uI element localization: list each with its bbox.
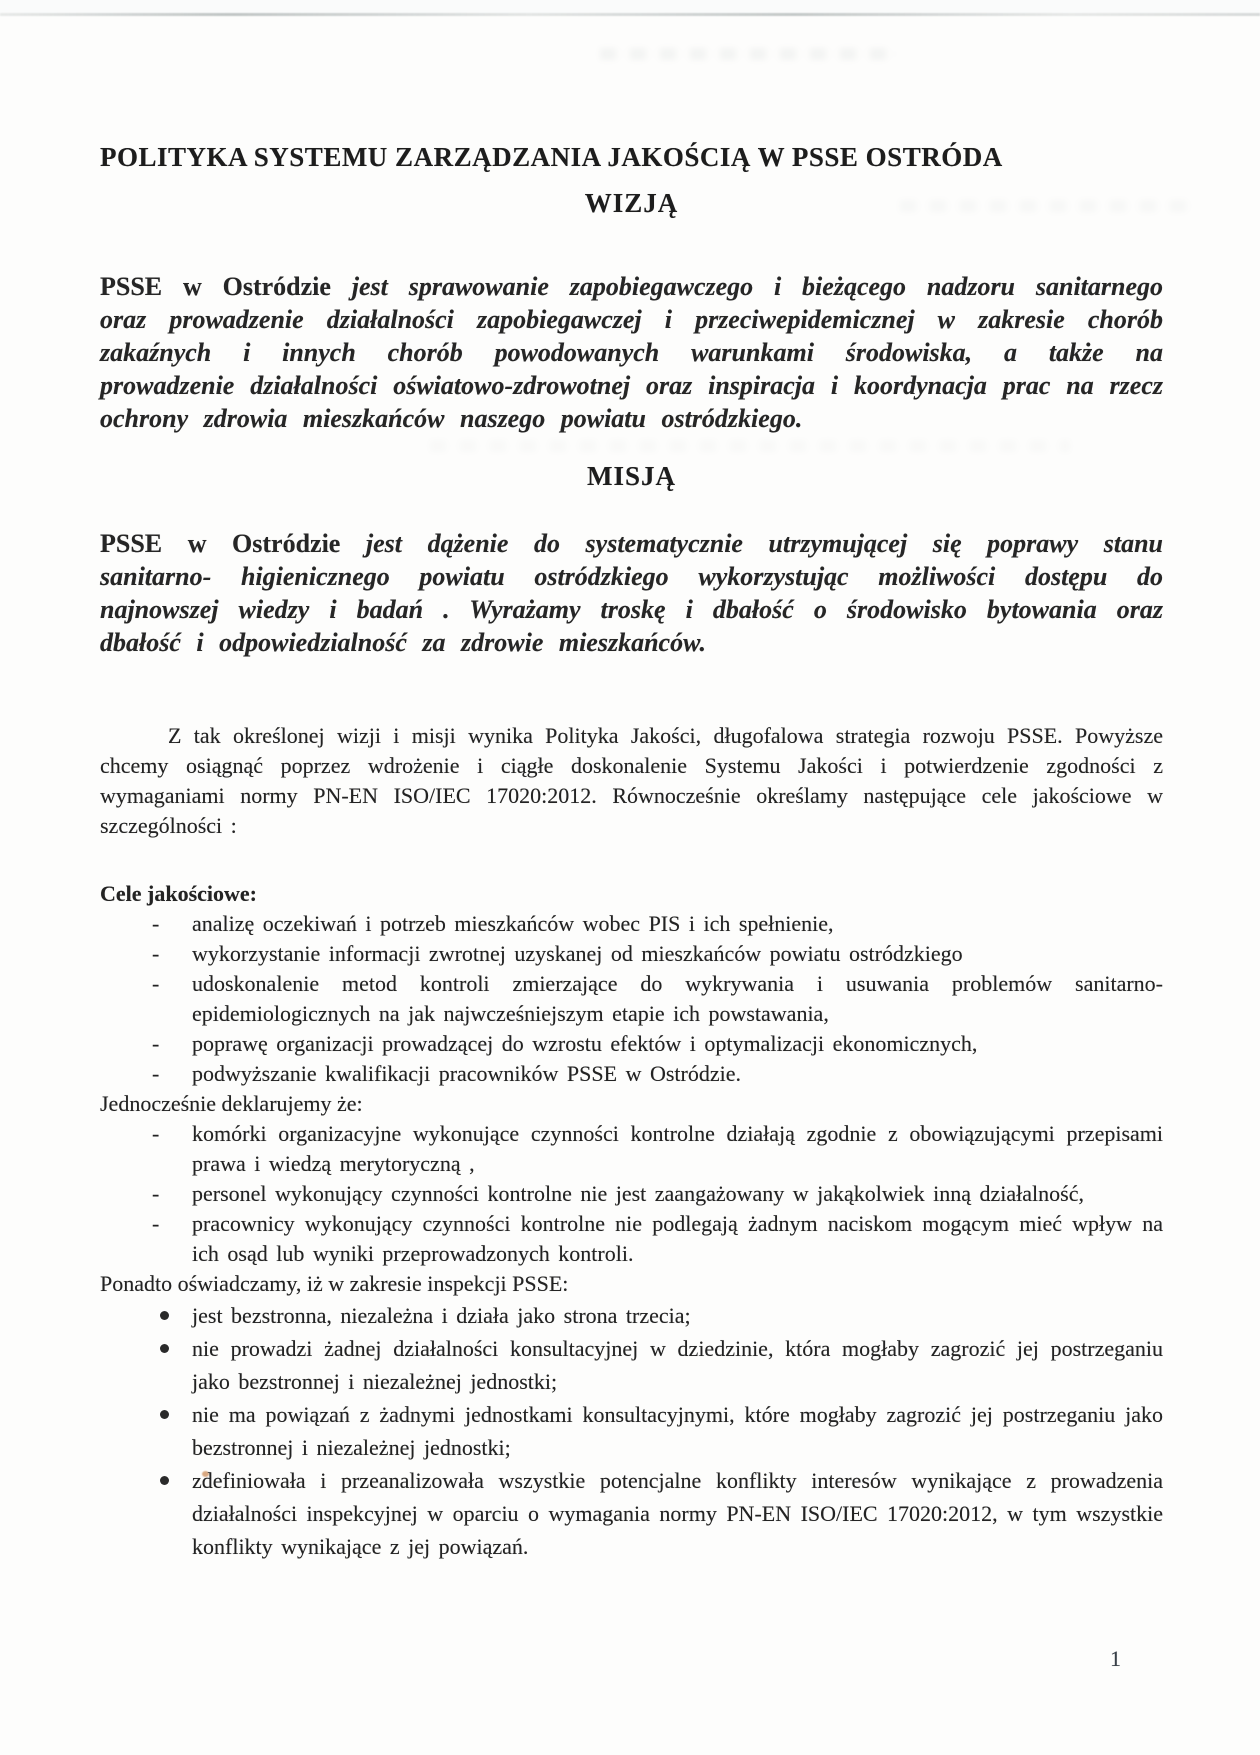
list-item: [100, 1464, 1163, 1563]
list-item: [100, 939, 1163, 969]
list-item-text: nie prowadzi żadnej działalności konsultacyjnej w dziedzinie, która mogłaby zagrozić jej postrzeganiu jako bezstronnej i niezależnej jednostki;: [192, 1336, 1163, 1394]
statement-list: [100, 1299, 1163, 1563]
list-item: [100, 1299, 1163, 1332]
list-item-text: analizę oczekiwań i potrzeb mieszkańców wobec PIS i ich spełnienie,: [192, 911, 834, 936]
vision-heading: WIZJĄ: [584, 188, 679, 218]
vision-text: jest sprawowanie zapobiegawczego i bieżącego nadzoru sanitarnego oraz prowadzenie działalności zapobiegawczej i przeciwepidemicznej w zakresie chorób zakaźnych i innych chorób powodowanych warunkami środowiska, a także na prowadzenie działalności oświatowo-zdrowotnej oraz inspiracja i koordynacja prac na rzecz ochrony zdrowia mieszkańców naszego powiatu ostródzkiego.: [100, 272, 1164, 433]
scan-edge-line: [0, 13, 1260, 16]
list-item: [100, 909, 1163, 939]
vision-paragraph: [100, 270, 1163, 435]
intro-paragraph: Z tak określonej wizji i misji wynika Polityka Jakości, długofalowa strategia rozwoju PSSE. Powyższe chcemy osiągnąć poprzez wdrożenie i ciągłe doskonalenie Systemu Jakości i potwierdzenie zgodności z wymaganiami normy PN-EN ISO/IEC 17020:2012. Równocześnie określamy następujące cele jakościowe w szczególności :: [100, 723, 1163, 838]
page-number: 1: [1110, 1646, 1121, 1671]
quality-goals-heading: Cele jakościowe:: [100, 881, 258, 906]
list-item: [100, 1029, 1163, 1059]
list-item-text: wykorzystanie informacji zwrotnej uzyskanej od mieszkańców powiatu ostródzkiego: [192, 941, 963, 966]
vision-lead: PSSE w Ostródzie: [100, 272, 331, 301]
mission-heading: MISJĄ: [586, 461, 676, 491]
list-item-text: personel wykonujący czynności kontrolne nie jest zaangażowany w jakąkolwiek inną działalność,: [192, 1181, 1084, 1206]
declaration-list: [100, 1119, 1163, 1269]
mission-paragraph: [100, 527, 1163, 659]
document-title: POLITYKA SYSTEMU ZARZĄDZANIA JAKOŚCIĄ W PSSE OSTRÓDA: [100, 142, 1003, 172]
list-item-text: nie ma powiązań z żadnymi jednostkami konsultacyjnymi, które mogłaby zagrozić jej postrzeganiu jako bezstronnej i niezależnej jednostki;: [192, 1402, 1163, 1460]
list-item-text: zdefiniowała i przeanalizowała wszystkie potencjalne konflikty interesów wynikające z prowadzenia działalności inspekcyjnej w oparciu o wymagania normy PN-EN ISO/IEC 17020:2012, w tym wszystkie konflikty wynikające z jej powiązań.: [192, 1468, 1163, 1559]
list-item-text: pracownicy wykonujący czynności kontrolne nie podlegają żadnym naciskom mogącym mieć wpływ na ich osąd lub wyniki przeprowadzonych kontroli.: [192, 1211, 1163, 1266]
list-item: [100, 1209, 1163, 1269]
list-item-text: udoskonalenie metod kontroli zmierzające do wykrywania i usuwania problemów sanitarno-epidemiologicznych na jak najwcześniejszym etapie ich powstawania,: [192, 971, 1163, 1026]
list-item: [100, 1398, 1163, 1464]
declaration-heading: Jednocześnie deklarujemy że:: [100, 1091, 363, 1116]
list-item: [100, 1059, 1163, 1089]
list-item-text: poprawę organizacji prowadzącej do wzrostu efektów i optymalizacji ekonomicznych,: [192, 1031, 978, 1056]
list-item: [100, 1119, 1163, 1179]
list-item: [100, 1332, 1163, 1398]
quality-goals-list: [100, 909, 1163, 1089]
list-item-text: podwyższanie kwalifikacji pracowników PSSE w Ostródzie.: [192, 1061, 741, 1086]
scan-edge-band: [0, 0, 1260, 13]
list-item: [100, 1179, 1163, 1209]
mission-lead: PSSE w Ostródzie: [100, 529, 341, 558]
statement-heading: Ponadto oświadczamy, iż w zakresie inspekcji PSSE:: [100, 1271, 569, 1296]
list-item-text: jest bezstronna, niezależna i działa jako strona trzecia;: [192, 1303, 691, 1328]
list-item-text: komórki organizacyjne wykonujące czynności kontrolne działają zgodnie z obowiązującymi przepisami prawa i wiedzą merytoryczną ,: [192, 1121, 1163, 1176]
list-item: [100, 969, 1163, 1029]
mission-text: jest dążenie do systematycznie utrzymującej się poprawy stanu sanitarno- higienicznego powiatu ostródzkiego wykorzystując możliwości dostępu do najnowszej wiedzy i badań . Wyrażamy troskę i dbałość o środowisko bytowania oraz dbałość i odpowiedzialność za zdrowie mieszkańców.: [100, 529, 1163, 657]
